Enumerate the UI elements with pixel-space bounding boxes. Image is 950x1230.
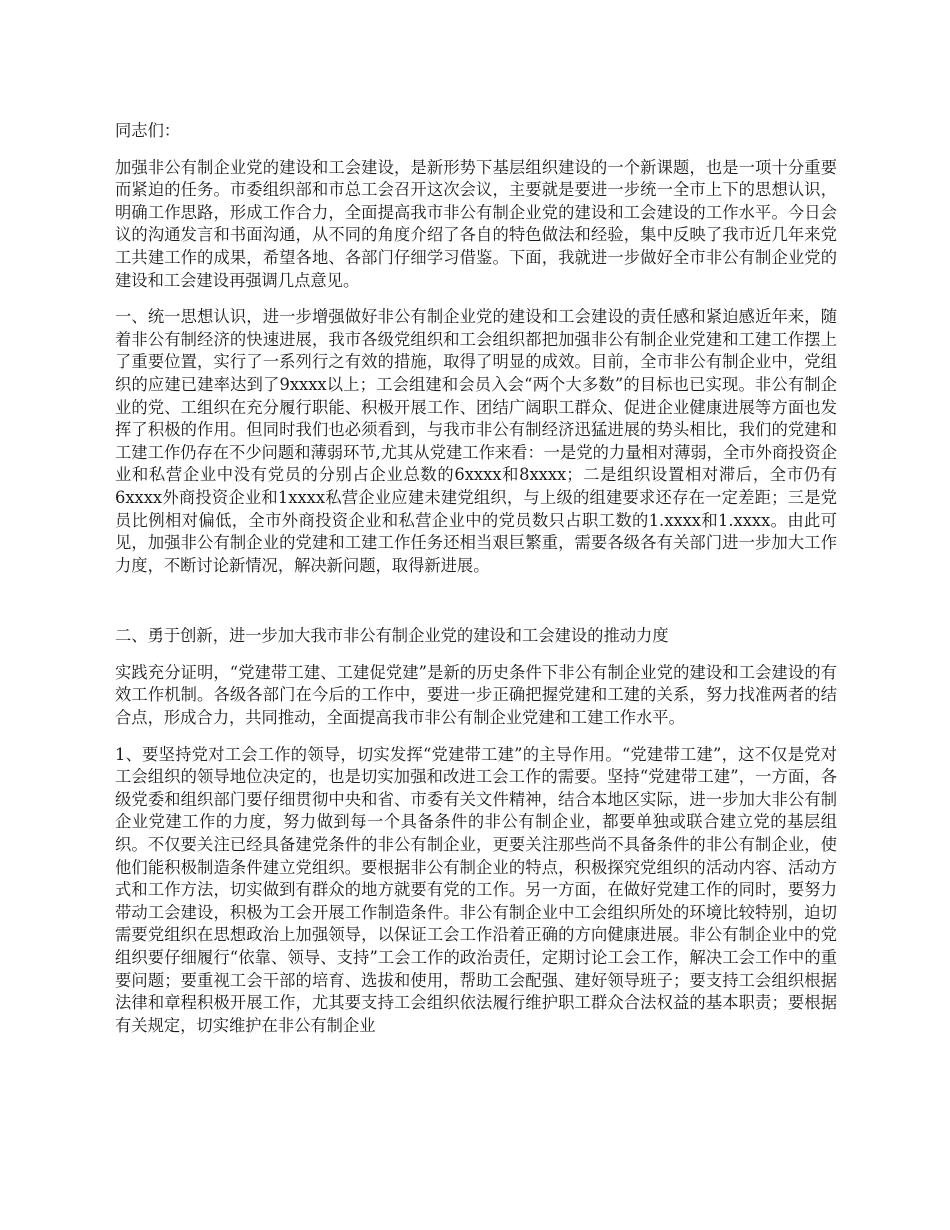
intro-paragraph: 加强非公有制企业党的建设和工会建设，是新形势下基层组织建设的一个新课题，也是一项十分重要而紧迫的任务。市委组织部和市总工会召开这次会议，主要就是要进一步统一全市上下的思想认识，明确工作思路，形成工作合力，全面提高我市非公有制企业党的建设和工会建设的工作水平。今日会议的沟通发言和书面沟通，从不同的角度介绍了各自的特色做法和经验，集中反映了我市近几年来党工共建工作的成果，希望各地、各部门仔细学习借鉴。下面，我就进一步做好全市非公有制企业党的建设和工会建设再强调几点意见。 <box>115 157 837 290</box>
section-gap <box>115 591 837 625</box>
point1-paragraph: 1、要坚持党对工会工作的领导，切实发挥“党建带工建”的主导作用。“党建带工建”，这不仅是党对工会组织的领导地位决定的，也是切实加强和改进工会工作的需要。坚持“党建带工建”，一方面，各级党委和组织部门要仔细贯彻中央和省、市委有关文件精神，结合本地区实际，进一步加大非公有制企业党建工作的力度，努力做到每一个具备条件的非公有制企业，都要单独或联合建立党的基层组织。不仅要关注已经具备建党条件的非公有制企业，更要关注那些尚不具备条件的非公有制企业，使他们能积极制造条件建立党组织。要根据非公有制企业的特点，积极探究党组织的活动内容、活动方式和工作方法，切实做到有群众的地方就要有党的工作。另一方面，在做好党建工作的同时，要努力带动工会建设，积极为工会开展工作制造条件。非公有制企业中工会组织所处的环境比较特别，迫切需要党组织在思想政治上加强领导，以保证工会工作沿着正确的方向健康进展。非公有制企业中的党组织要仔细履行“依靠、领导、支持”工会工作的政治责任，定期讨论工会工作，解决工会工作中的重要问题；要重视工会干部的培育、选拔和使用，帮助工会配强、建好领导班子；要支持工会组织根据法律和章程积极开展工作，尤其要支持工会组织依法履行维护职工群众合法权益的基本职责；要根据有关规定，切实维护在非公有制企业 <box>115 744 837 1035</box>
greeting: 同志们： <box>115 121 181 140</box>
section2-heading: 二、勇于创新，进一步加大我市非公有制企业党的建设和工会建设的推动力度 <box>115 626 669 646</box>
document-page <box>115 120 837 1051</box>
section1-paragraph: 一、统一思想认识，进一步增强做好非公有制企业党的建设和工会建设的责任感和紧迫感近年来，随着非公有制经济的快速进展，我市各级党组织和工会组织都把加强非公有制企业党建和工建工作摆上了重要位置，实行了一系列行之有效的措施，取得了明显的成效。目前，全市非公有制企业中，党组织的应建已建率达到了9xxxx以上；工会组建和会员入会“两个大多数”的目标也已实现。非公有制企业的党、工组织在充分履行职能、积极开展工作、团结广阔职工群众、促进企业健康进展等方面也发挥了积极的作用。但同时我们也必须看到，与我市非公有制经济迅猛进展的势头相比，我们的党建和工建工作仍存在不少问题和薄弱环节,尤其从党建工作来看：一是党的力量相对薄弱，全市外商投资企业和私营企业中没有党员的分别占企业总数的6xxxx和8xxxx；二是组织设置相对滞后，全市仍有6xxxx外商投资企业和1xxxx私营企业应建未建党组织，与上级的组建要求还存在一定差距；三是党员比例相对偏低，全市外商投资企业和私营企业中的党员数只占职工数的1.xxxx和1.xxxx。由此可见，加强非公有制企业的党建和工建工作任务还相当艰巨繁重，需要各级各有关部门进一步加大工作力度，不断讨论新情况，解决新问题，取得新进展。 <box>115 307 837 575</box>
section2-intro-paragraph: 实践充分证明，“党建带工建、工建促党建”是新的历史条件下非公有制企业党的建设和工会建设的有效工作机制。各级各部门在今后的工作中，要进一步正确把握党建和工建的关系，努力找准两者的结合点，形成合力，共同推动，全面提高我市非公有制企业党建和工建工作水平。 <box>115 662 837 728</box>
